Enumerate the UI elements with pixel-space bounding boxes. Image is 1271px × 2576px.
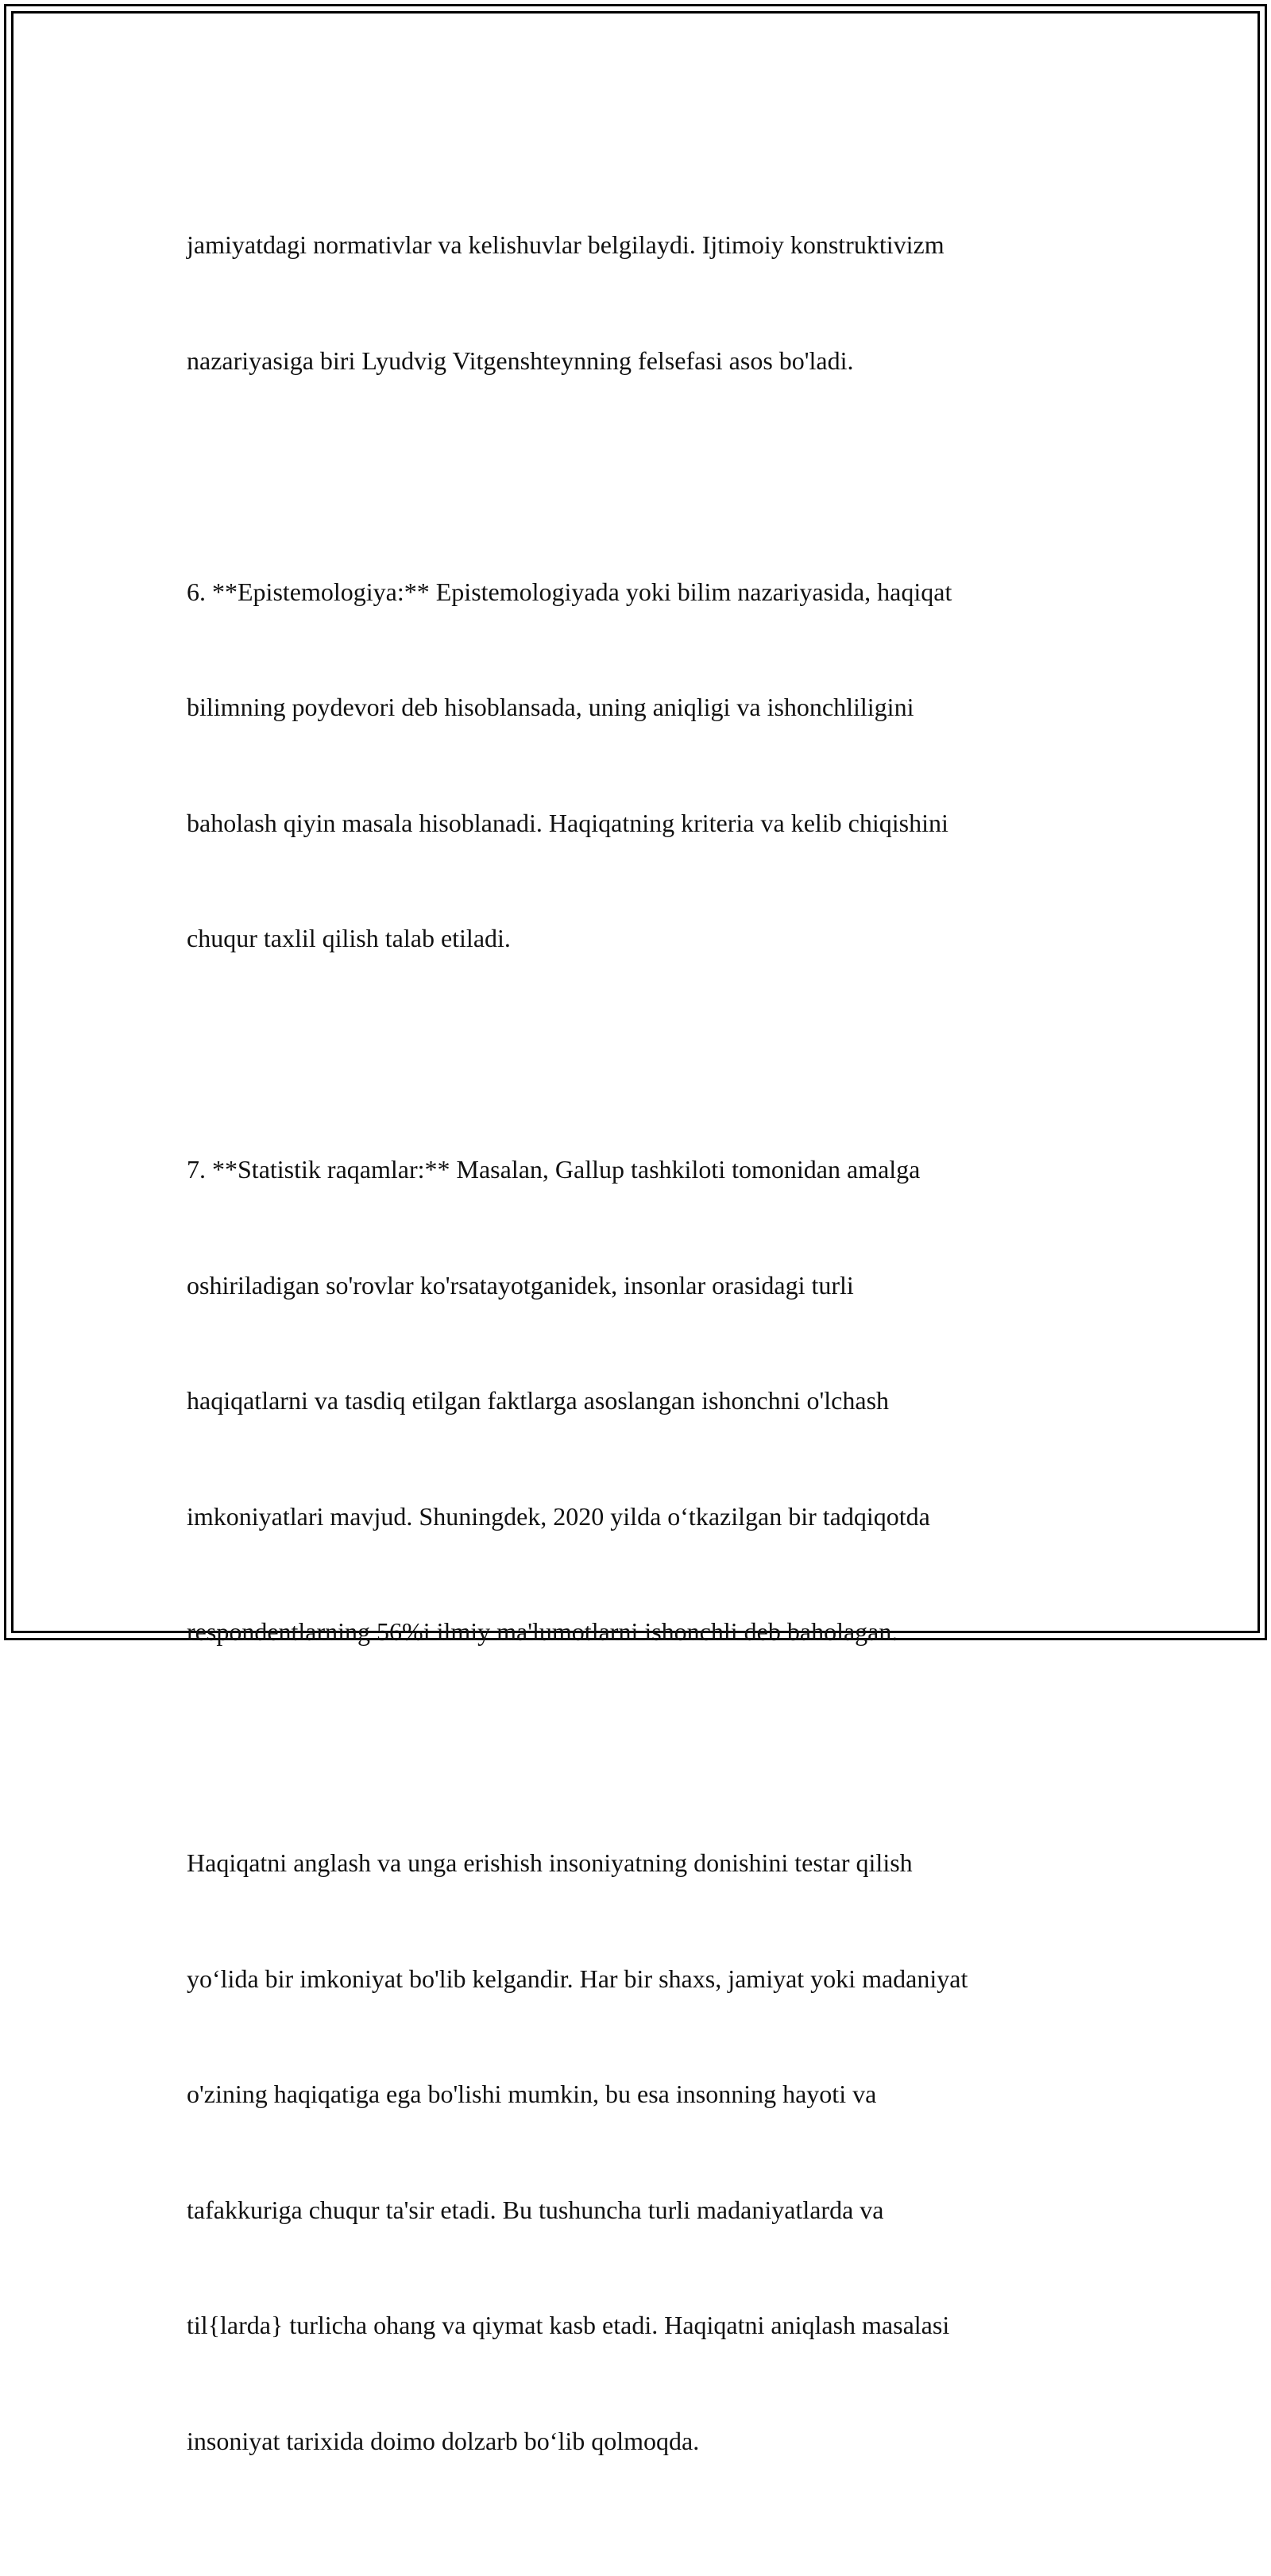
text-line: insoniyat tarixida doimo dolzarb bo‘lib qolmoqda.: [187, 2426, 700, 2455]
document-body: [187, 149, 1108, 2576]
text-line: jamiyatdagi normativlar va kelishuvlar belgilaydi. Ijtimoiy konstruktivizm: [187, 230, 945, 259]
text-line: bilimning poydevori deb hisoblansada, uning aniqligi va ishonchliligini: [187, 693, 914, 721]
text-line: haqiqatlarni va tasdiq etilgan faktlarga asoslangan ishonchni o'lchash: [187, 1386, 890, 1415]
paragraph-constructivism: [187, 149, 1108, 457]
text-line: nazariyasiga biri Lyudvig Vitgenshteynning felsefasi asos bo'ladi.: [187, 346, 854, 375]
text-line: o'zining haqiqatiga ega bo'lishi mumkin, bu esa insonning hayoti va: [187, 2080, 877, 2108]
text-line: tafakkuriga chuqur ta'sir etadi. Bu tushuncha turli madaniyatlarda va: [187, 2195, 884, 2224]
text-line: respondentlarning 56%i ilmiy ma'lumotlarni ishonchli deb baholagan.: [187, 1617, 898, 1646]
text-line: til{larda} turlicha ohang va qiymat kasb etadi. Haqiqatni aniqlash masalasi: [187, 2311, 950, 2339]
text-line: chuqur taxlil qilish talab etiladi.: [187, 924, 511, 952]
text-line: 7. **Statistik raqamlar:** Masalan, Gallup tashkiloti tomonidan amalga: [187, 1155, 921, 1184]
paragraph-conclusion: [187, 1767, 1108, 2537]
text-line: 6. **Epistemologiya:** Epistemologiyada yoki bilim nazariyasida, haqiqat: [187, 577, 952, 606]
text-line: baholash qiyin masala hisoblanadi. Haqiqatning kriteria va kelib chiqishini: [187, 808, 948, 837]
text-line: imkoniyatlari mavjud. Shuningdek, 2020 yilda o‘tkazilgan bir tadqiqotda: [187, 1501, 930, 1531]
paragraph-statistics: [187, 1073, 1108, 1728]
text-line: Haqiqatni anglash va unga erishish insoniyatning donishini testar qilish: [187, 1848, 913, 1877]
text-line: yo‘lida bir imkoniyat bo'lib kelgandir. Har bir shaxs, jamiyat yoki madaniyat: [187, 1964, 968, 1993]
paragraph-epistemology: [187, 496, 1108, 1035]
text-line: oshiriladigan so'rovlar ko'rsatayotganidek, insonlar orasidagi turli: [187, 1270, 854, 1300]
